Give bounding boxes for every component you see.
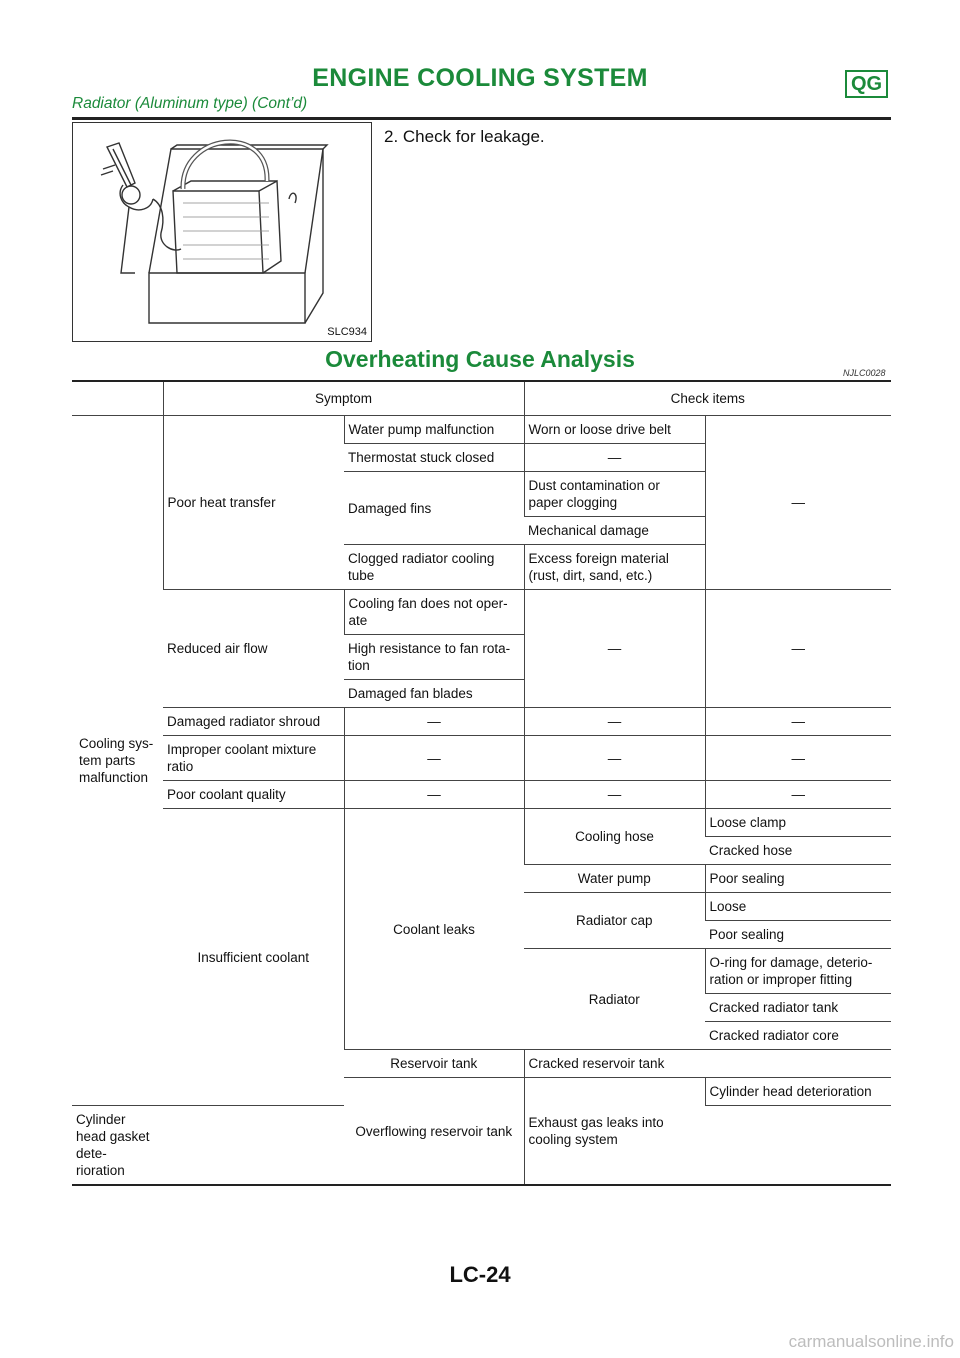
table-cell: — [524,590,705,708]
table-cell: — [705,416,891,590]
table-cell: Overflowing reservoir tank [344,1078,524,1186]
group-label-cell: Cooling sys- tem parts malfunction [72,416,163,1106]
table-cell: Loose [705,893,891,921]
table-cell: — [344,736,524,781]
table-cell: Worn or loose drive belt [524,416,705,444]
table-cell: Reduced air flow [163,590,344,708]
table-cell: Loose clamp [705,809,891,837]
page-title: ENGINE COOLING SYSTEM [312,64,648,92]
table-cell: Damaged fan blades [344,680,524,708]
table-cell: Poor heat transfer [163,416,344,590]
table-cell: Clogged radiator cooling tube [344,545,524,590]
table-cell: O-ring for damage, deterio- ration or improper fitting [705,949,891,994]
table-cell: Coolant leaks [344,809,524,1050]
table-row [72,708,891,736]
table-cell: — [705,708,891,736]
table-cell: Cooling fan does not oper- ate [344,590,524,635]
figure-caption: SLC934 [327,326,367,338]
radiator-leak-test-illustration [73,123,371,341]
table-cell: Poor sealing [705,921,891,949]
table-cell: Radiator cap [524,893,705,949]
table-cell: Cooling hose [524,809,705,865]
table-cell: — [705,736,891,781]
page-number: LC-24 [449,1262,511,1287]
step-instruction: 2. Check for leakage. [384,127,545,146]
table-cell: — [524,781,705,809]
section-title: Overheating Cause Analysis [325,346,635,372]
table-row [72,416,891,444]
table-cell: Thermostat stuck closed [344,444,524,472]
table-cell: Cylinder head gasket dete- rioration [72,1106,163,1186]
table-header-check-items: Check items [524,381,891,416]
model-badge: QG [845,70,888,98]
table-cell: — [524,708,705,736]
table-cell: Cracked reservoir tank [524,1050,705,1078]
table-cell: Radiator [524,949,705,1050]
table-cell: Reservoir tank [344,1050,524,1078]
watermark: carmanualsonline.info [788,1332,954,1351]
table-cell: Water pump [524,865,705,893]
table-row [72,590,891,635]
table-cell: Improper coolant mixture ratio [163,736,344,781]
table-cell: Excess foreign material (rust, dirt, sand, etc.) [524,545,705,590]
table-cell: Dust contamination or paper clogging [524,472,705,517]
table-cell: — [705,781,891,809]
table-cell: — [524,736,705,781]
header-divider [72,117,891,120]
table-header-symptom: Symptom [163,381,524,416]
table-cell: Damaged radiator shroud [163,708,344,736]
table-row [72,809,891,837]
table-cell: Mechanical damage [524,517,705,545]
table-cell: — [344,781,524,809]
overheating-cause-table [72,380,891,1186]
table-cell: — [524,444,705,472]
table-row [72,781,891,809]
table-cell: Exhaust gas leaks into cooling system [524,1078,705,1186]
page-subtitle: Radiator (Aluminum type) (Cont’d) [72,95,308,112]
table-header-row [72,381,891,416]
table-cell: High resistance to fan rota- tion [344,635,524,680]
table-cell: Damaged fins [344,472,524,545]
table-cell: Poor coolant quality [163,781,344,809]
radiator-leak-test-figure [72,122,372,342]
table-cell: — [705,590,891,708]
section-id: NJLC0028 [843,368,886,378]
table-cell: — [344,708,524,736]
table-cell: Cracked radiator tank [705,994,891,1022]
table-cell: Cracked hose [705,837,891,865]
table-cell: Cracked radiator core [705,1022,891,1050]
table-cell: Poor sealing [705,865,891,893]
table-cell: Water pump malfunction [344,416,524,444]
table-header-cell [72,381,163,416]
table-cell: Cylinder head deterioration [705,1078,891,1106]
table-cell: Insufficient coolant [163,809,344,1106]
table-row [72,736,891,781]
